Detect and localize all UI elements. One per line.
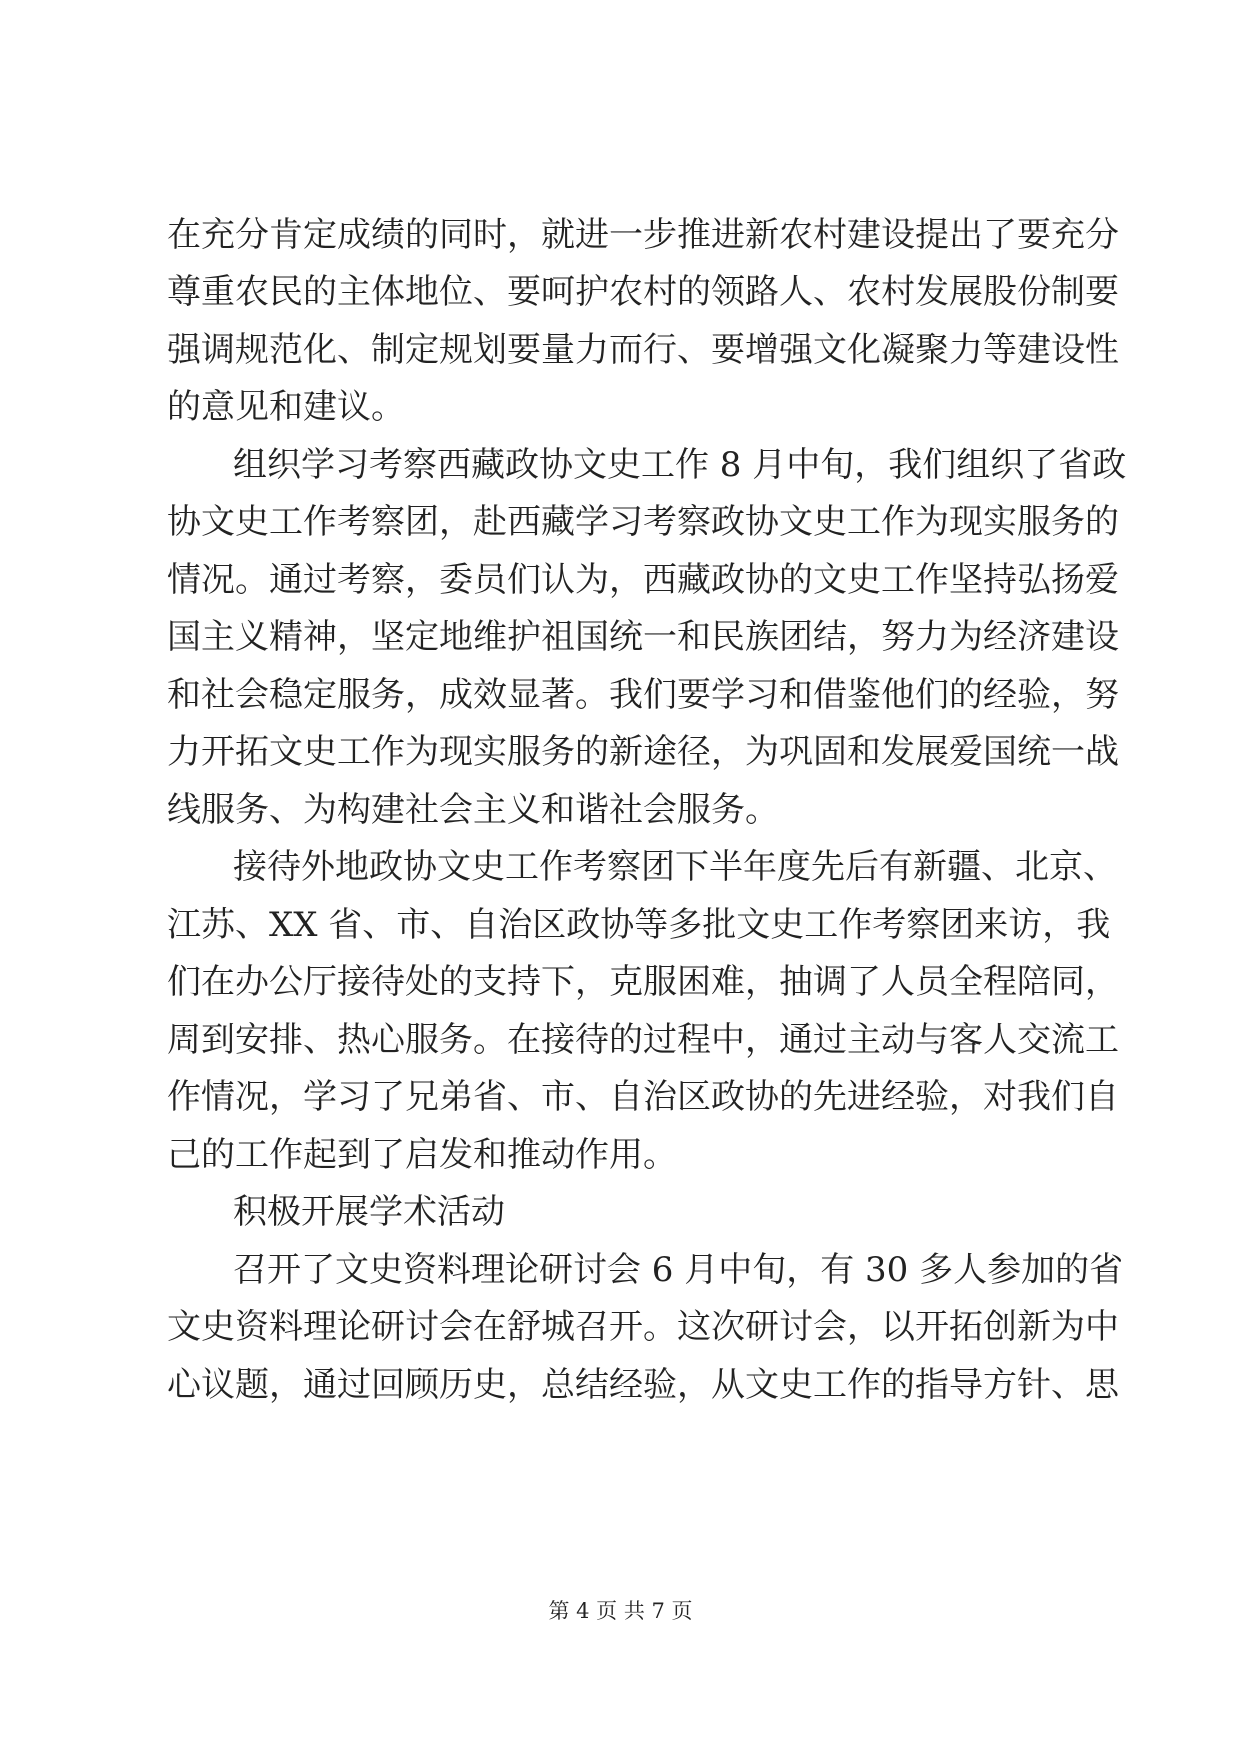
text-line: 强调规范化、制定规划要量力而行、要增强文化凝聚力等建设性 <box>167 330 1119 370</box>
page-number-footer: 第 4 页 共 7 页 <box>548 1599 693 1623</box>
text-line: 协文史工作考察团，赴西藏学习考察政协文史工作为现实服务的 <box>167 502 1119 542</box>
text-line: 心议题，通过回顾历史，总结经验，从文史工作的指导方针、思 <box>167 1365 1119 1405</box>
paragraph-first-line: 组织学习考察西藏政协文史工作 8 月中旬，我们组织了省政 <box>233 445 1127 485</box>
text-line: 在充分肯定成绩的同时，就进一步推进新农村建设提出了要充分 <box>167 215 1119 255</box>
text-line: 作情况，学习了兄弟省、市、自治区政协的先进经验，对我们自 <box>167 1077 1119 1117</box>
text-line: 国主义精神，坚定地维护祖国统一和民族团结，努力为经济建设 <box>167 617 1119 657</box>
text-line: 文史资料理论研讨会在舒城召开。这次研讨会，以开拓创新为中 <box>167 1307 1119 1347</box>
text-line: 情况。通过考察，委员们认为，西藏政协的文史工作坚持弘扬爱 <box>167 560 1119 600</box>
text-line: 周到安排、热心服务。在接待的过程中，通过主动与客人交流工 <box>167 1020 1119 1060</box>
text-line: 线服务、为构建社会主义和谐社会服务。 <box>167 790 779 830</box>
text-line: 的意见和建议。 <box>167 387 405 427</box>
section-heading: 积极开展学术活动 <box>233 1192 505 1232</box>
text-line: 尊重农民的主体地位、要呵护农村的领路人、农村发展股份制要 <box>167 272 1119 312</box>
text-line: 们在办公厅接待处的支持下，克服困难，抽调了人员全程陪同， <box>167 962 1119 1002</box>
paragraph-first-line: 召开了文史资料理论研讨会 6 月中旬，有 30 多人参加的省 <box>233 1250 1124 1290</box>
text-line: 力开拓文史工作为现实服务的新途径，为巩固和发展爱国统一战 <box>167 732 1119 772</box>
text-line: 和社会稳定服务，成效显著。我们要学习和借鉴他们的经验，努 <box>167 675 1119 715</box>
text-line: 江苏、XX 省、市、自治区政协等多批文史工作考察团来访，我 <box>167 905 1111 945</box>
text-line: 己的工作起到了启发和推动作用。 <box>167 1135 677 1175</box>
paragraph-first-line: 接待外地政协文史工作考察团下半年度先后有新疆、北京、 <box>233 847 1117 887</box>
